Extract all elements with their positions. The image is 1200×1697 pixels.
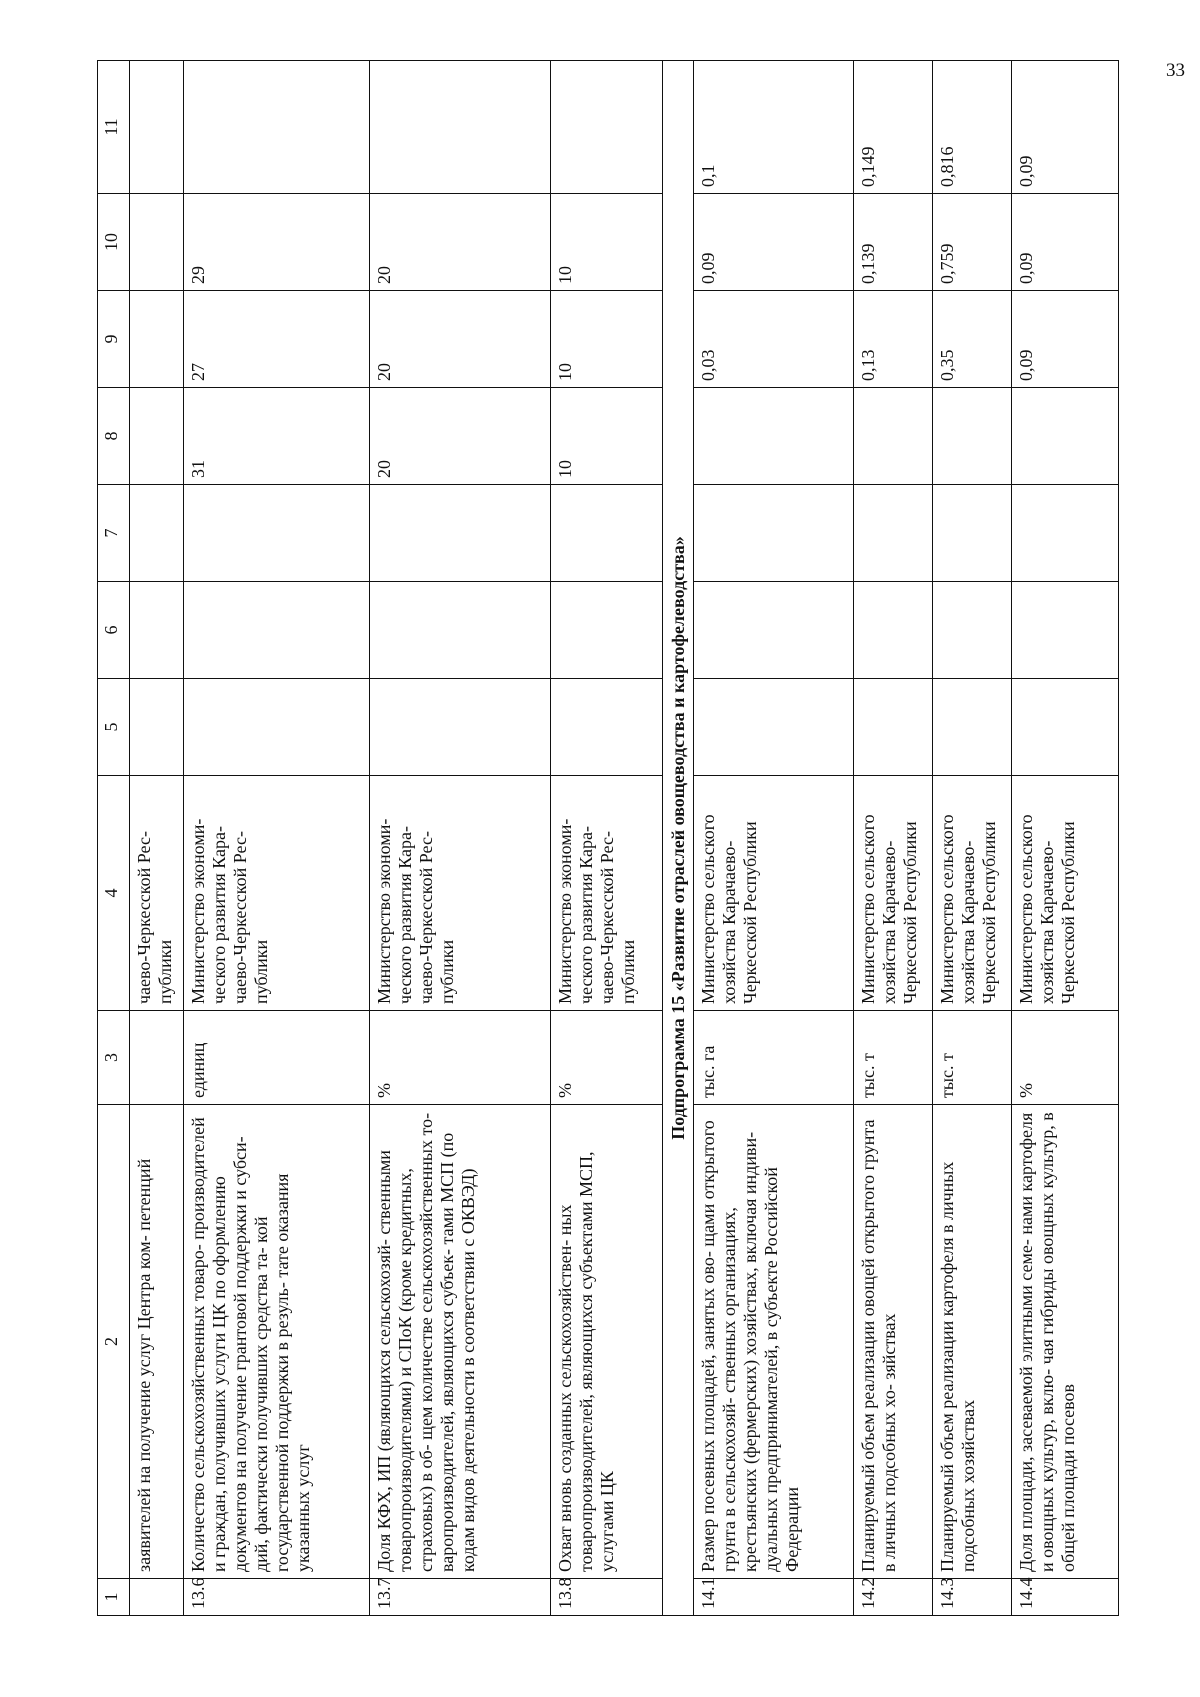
value-cell-11: 0,149	[854, 61, 933, 194]
value-cell-5	[184, 679, 370, 776]
value-cell-6	[1012, 582, 1119, 679]
value-cell-8	[1012, 388, 1119, 485]
value-cell-8	[933, 388, 1012, 485]
col-header-7: 7	[98, 485, 130, 582]
page-number: 33	[1166, 60, 1185, 81]
value-cell-9: 10	[551, 291, 663, 388]
authority-cell: чаево-Черкесской Рес- публики	[130, 776, 184, 1011]
col-header-6: 6	[98, 582, 130, 679]
value-cell-9: 0,03	[694, 291, 854, 388]
value-cell-8: 10	[551, 388, 663, 485]
indicator-cell: Доля площади, засеваемой элитными семе- нами картофеля и овощных культур, вклю- чая гибриды овощных культур, в общей площади посевов	[1012, 1105, 1119, 1579]
subprogram-title: Подпрограмма 15 «Развитие отраслей овощеводства и картофелеводства»	[663, 61, 694, 1616]
value-cell-10: 10	[551, 194, 663, 291]
value-cell-7	[184, 485, 370, 582]
indicator-cell: заявителей на получение услуг Центра ком- петенций	[130, 1105, 184, 1579]
indicator-cell: Количество сельскохозяйственных товаро- производителей и граждан, получивших услуги ЦК по оформлению документов на получение грантовой поддержки и субси- дий, фактически получивших средства та- кой государственной поддержки в резуль- тате оказания указанных услуг	[184, 1105, 370, 1579]
table-row	[933, 61, 1012, 1616]
value-cell-7	[130, 485, 184, 582]
col-header-10: 10	[98, 194, 130, 291]
value-cell-5	[551, 679, 663, 776]
col-header-2: 2	[98, 1105, 130, 1579]
authority-cell: Министерство сельского хозяйства Карачаево- Черкесской Республики	[854, 776, 933, 1011]
authority-cell: Министерство сельского хозяйства Карачаево- Черкесской Республики	[933, 776, 1012, 1011]
unit-cell	[130, 1011, 184, 1105]
value-cell-7	[370, 485, 551, 582]
value-cell-9: 0,35	[933, 291, 1012, 388]
value-cell-11	[551, 61, 663, 194]
value-cell-6	[184, 582, 370, 679]
value-cell-10: 0,139	[854, 194, 933, 291]
value-cell-6	[370, 582, 551, 679]
value-cell-8	[694, 388, 854, 485]
indicator-cell: Доля КФХ, ИП (являющихся сельскохозяй- ственными товаропроизводителями) и СПоК (кроме кредитных, страховых) в об- щем количестве сельскохозяйственных то- варопроизводителей, являющихся субъек- тами МСП (по кодам видов деятельности в соответствии с ОКВЭД)	[370, 1105, 551, 1579]
value-cell-10: 20	[370, 194, 551, 291]
table-row	[694, 61, 854, 1616]
unit-cell: единиц	[184, 1011, 370, 1105]
col-header-3: 3	[98, 1011, 130, 1105]
value-cell-5	[1012, 679, 1119, 776]
unit-cell: тыс. т	[933, 1011, 1012, 1105]
value-cell-10: 0,759	[933, 194, 1012, 291]
value-cell-11: 0,09	[1012, 61, 1119, 194]
value-cell-8	[854, 388, 933, 485]
row-number: 14.1	[694, 1579, 854, 1616]
value-cell-7	[854, 485, 933, 582]
value-cell-11	[184, 61, 370, 194]
authority-cell: Министерство сельского хозяйства Карачаево- Черкесской Республики	[694, 776, 854, 1011]
value-cell-9: 0,13	[854, 291, 933, 388]
value-cell-10: 29	[184, 194, 370, 291]
row-number	[130, 1579, 184, 1616]
value-cell-8	[130, 388, 184, 485]
value-cell-11: 0,1	[694, 61, 854, 194]
table-row	[854, 61, 933, 1616]
value-cell-7	[551, 485, 663, 582]
value-cell-11: 0,816	[933, 61, 1012, 194]
table-row	[370, 61, 551, 1616]
value-cell-6	[854, 582, 933, 679]
indicator-cell: Размер посевных площадей, занятых ово- щами открытого грунта в сельскохозяй- ственных организациях, крестьянских (фермерских) хозяйствах, включая индиви- дуальных предпринимателей, в субъекте Российской Федерации	[694, 1105, 854, 1579]
value-cell-5	[130, 679, 184, 776]
table-row	[1012, 61, 1119, 1616]
unit-cell: %	[370, 1011, 551, 1105]
row-number: 13.6	[184, 1579, 370, 1616]
authority-cell: Министерство экономи- ческого развития Кара- чаево-Черкесской Рес- публики	[184, 776, 370, 1011]
table-row	[130, 61, 184, 1616]
authority-cell: Министерство сельского хозяйства Карачаево- Черкесской Республики	[1012, 776, 1119, 1011]
value-cell-6	[551, 582, 663, 679]
value-cell-11	[370, 61, 551, 194]
col-header-1: 1	[98, 1579, 130, 1616]
table-row	[551, 61, 663, 1616]
value-cell-10	[130, 194, 184, 291]
value-cell-5	[933, 679, 1012, 776]
col-header-11: 11	[98, 61, 130, 194]
value-cell-6	[933, 582, 1012, 679]
table-row	[184, 61, 370, 1616]
indicator-cell: Охват вновь созданных сельскохозяйствен- ных товаропроизводителей, являющихся субъектами МСП, услугами ЦК	[551, 1105, 663, 1579]
value-cell-10: 0,09	[1012, 194, 1119, 291]
value-cell-9	[130, 291, 184, 388]
value-cell-5	[854, 679, 933, 776]
value-cell-9: 27	[184, 291, 370, 388]
value-cell-5	[694, 679, 854, 776]
value-cell-6	[130, 582, 184, 679]
col-header-5: 5	[98, 679, 130, 776]
indicator-cell: Планируемый объем реализации овощей открытого грунта в личных подсобных хо- зяйствах	[854, 1105, 933, 1579]
value-cell-11	[130, 61, 184, 194]
unit-cell: %	[1012, 1011, 1119, 1105]
subprogram-row	[663, 61, 694, 1616]
row-number: 13.7	[370, 1579, 551, 1616]
value-cell-8: 20	[370, 388, 551, 485]
value-cell-9: 20	[370, 291, 551, 388]
row-number: 13.8	[551, 1579, 663, 1616]
unit-cell: тыс. га	[694, 1011, 854, 1105]
unit-cell: %	[551, 1011, 663, 1105]
col-header-9: 9	[98, 291, 130, 388]
col-header-8: 8	[98, 388, 130, 485]
authority-cell: Министерство экономи- ческого развития Кара- чаево-Черкесской Рес- публики	[370, 776, 551, 1011]
value-cell-7	[1012, 485, 1119, 582]
value-cell-7	[694, 485, 854, 582]
value-cell-7	[933, 485, 1012, 582]
row-number: 14.3	[933, 1579, 1012, 1616]
col-header-4: 4	[98, 776, 130, 1011]
row-number: 14.2	[854, 1579, 933, 1616]
indicator-cell: Планируемый объем реализации картофеля в личных подсобных хозяйствах	[933, 1105, 1012, 1579]
value-cell-9: 0,09	[1012, 291, 1119, 388]
indicators-table	[97, 60, 1119, 1616]
header-row	[98, 61, 130, 1616]
row-number: 14.4	[1012, 1579, 1119, 1616]
value-cell-5	[370, 679, 551, 776]
value-cell-6	[694, 582, 854, 679]
value-cell-10: 0,09	[694, 194, 854, 291]
value-cell-8: 31	[184, 388, 370, 485]
rotated-table-container	[97, 61, 1119, 1616]
authority-cell: Министерство экономи- ческого развития Кара- чаево-Черкесской Рес- публики	[551, 776, 663, 1011]
unit-cell: тыс. т	[854, 1011, 933, 1105]
